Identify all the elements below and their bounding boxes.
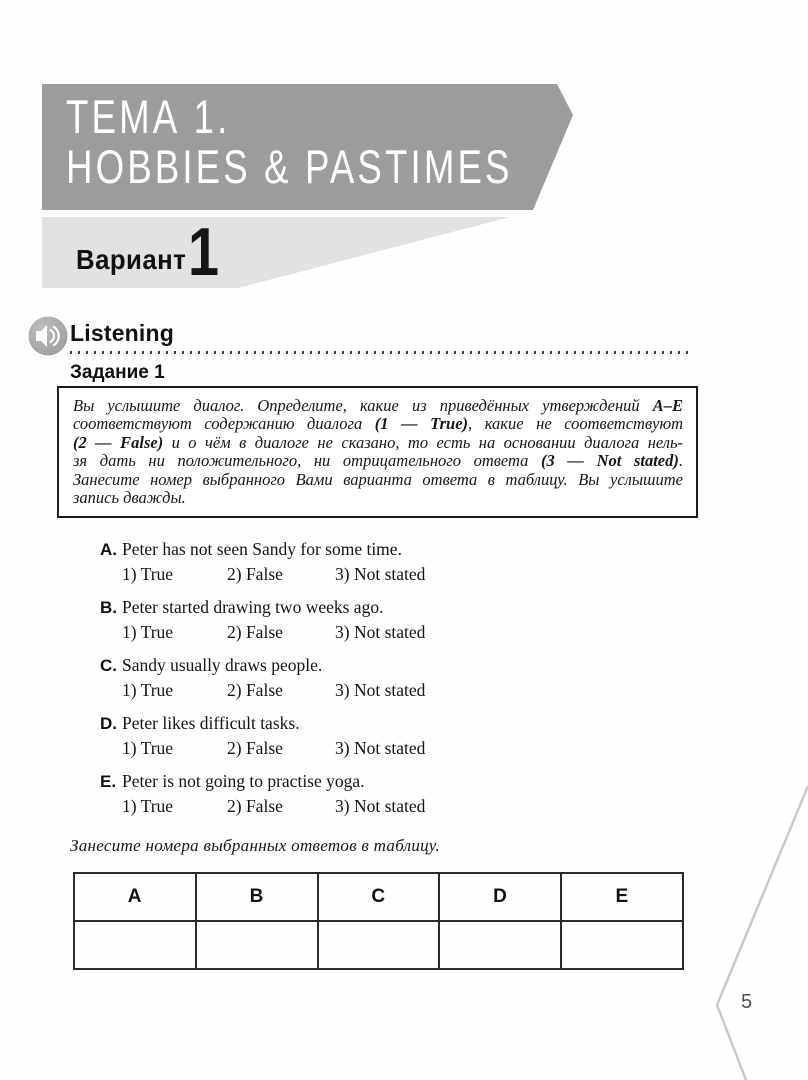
instruction-line: Вы услышите диалог. Определите, какие из приведённых утверждений А–Е	[73, 396, 683, 415]
item-statement-row	[100, 711, 720, 736]
option-true: 1) True	[122, 738, 174, 758]
item-options-row	[100, 678, 720, 702]
option-false: 2) False	[227, 564, 283, 584]
item-statement: Peter started drawing two weeks ago.	[122, 597, 384, 617]
item-statement-row	[100, 537, 720, 562]
instruction-line: Занесите номер выбранного Вами варианта ответа в таблицу. Вы услышите	[73, 469, 683, 489]
variant-label: Вариант	[76, 244, 187, 275]
speaker-icon	[28, 316, 68, 356]
item-options-row	[100, 620, 720, 644]
table-header-a: A	[74, 873, 196, 921]
option-true: 1) True	[122, 622, 174, 642]
instruction-line: зя дать ни положительного, ни отрицательного ответа (3 — Not stated).	[73, 451, 683, 471]
answer-cell-c	[318, 921, 440, 969]
theme-title-line2: HOBBIES & PASTIMES	[66, 140, 513, 193]
variant-number: 1	[188, 214, 220, 290]
answers-note: Занесите номера выбранных ответов в таблицу.	[70, 836, 441, 855]
option-true: 1) True	[122, 564, 174, 584]
option-true: 1) True	[122, 796, 174, 816]
task-item-c	[100, 653, 720, 702]
task-item-b	[100, 595, 720, 644]
item-label: E.	[100, 772, 117, 791]
item-statement-row	[100, 653, 720, 678]
answer-table	[73, 872, 684, 970]
table-header-e: E	[561, 873, 683, 921]
item-options-row	[100, 562, 720, 586]
page-number: 5	[741, 991, 753, 1013]
table-header-c: C	[318, 873, 440, 921]
corner-chevron-decoration	[700, 780, 808, 1080]
task-items	[100, 537, 720, 827]
instruction-line: (2 — False) и о чём в диалоге не сказано, то есть на основании диалога нель-	[73, 432, 683, 452]
instruction-line: запись дважды.	[73, 488, 186, 508]
table-header-b: B	[196, 873, 318, 921]
item-label: C.	[100, 656, 117, 675]
item-statement: Peter is not going to practise yoga.	[122, 771, 365, 791]
option-not-stated: 3) Not stated	[335, 622, 426, 642]
instruction-line: соответствуют содержанию диалога (1 — True), какие не соответствуют	[73, 414, 683, 434]
answer-table-cells-row	[74, 921, 683, 969]
item-options-row	[100, 736, 720, 760]
task-item-e	[100, 769, 720, 818]
item-label: A.	[100, 540, 117, 559]
answer-cell-a	[74, 921, 196, 969]
section-title: Listening	[70, 320, 175, 346]
task-title: Задание 1	[70, 362, 165, 383]
option-not-stated: 3) Not stated	[335, 564, 426, 584]
item-statement: Peter has not seen Sandy for some time.	[122, 539, 402, 559]
option-false: 2) False	[227, 622, 283, 642]
answer-cell-d	[439, 921, 561, 969]
item-label: D.	[100, 714, 117, 733]
item-label: B.	[100, 598, 117, 617]
table-header-d: D	[439, 873, 561, 921]
option-false: 2) False	[227, 680, 283, 700]
item-statement-row	[100, 595, 720, 620]
item-statement: Sandy usually draws people.	[122, 655, 323, 675]
answer-cell-b	[196, 921, 318, 969]
answer-cell-e	[561, 921, 683, 969]
option-false: 2) False	[227, 796, 283, 816]
theme-title-line1: ТЕМА 1.	[66, 90, 231, 143]
option-true: 1) True	[122, 680, 174, 700]
dotted-divider	[70, 351, 693, 354]
option-not-stated: 3) Not stated	[335, 680, 426, 700]
item-statement-row	[100, 769, 720, 794]
instruction-box	[57, 386, 698, 518]
theme-banner	[42, 84, 573, 210]
option-not-stated: 3) Not stated	[335, 796, 426, 816]
variant-banner	[42, 214, 510, 290]
item-options-row	[100, 794, 720, 818]
task-item-a	[100, 537, 720, 586]
item-statement: Peter likes difficult tasks.	[122, 713, 300, 733]
option-not-stated: 3) Not stated	[335, 738, 426, 758]
option-false: 2) False	[227, 738, 283, 758]
answer-table-header-row	[74, 873, 683, 921]
task-item-d	[100, 711, 720, 760]
